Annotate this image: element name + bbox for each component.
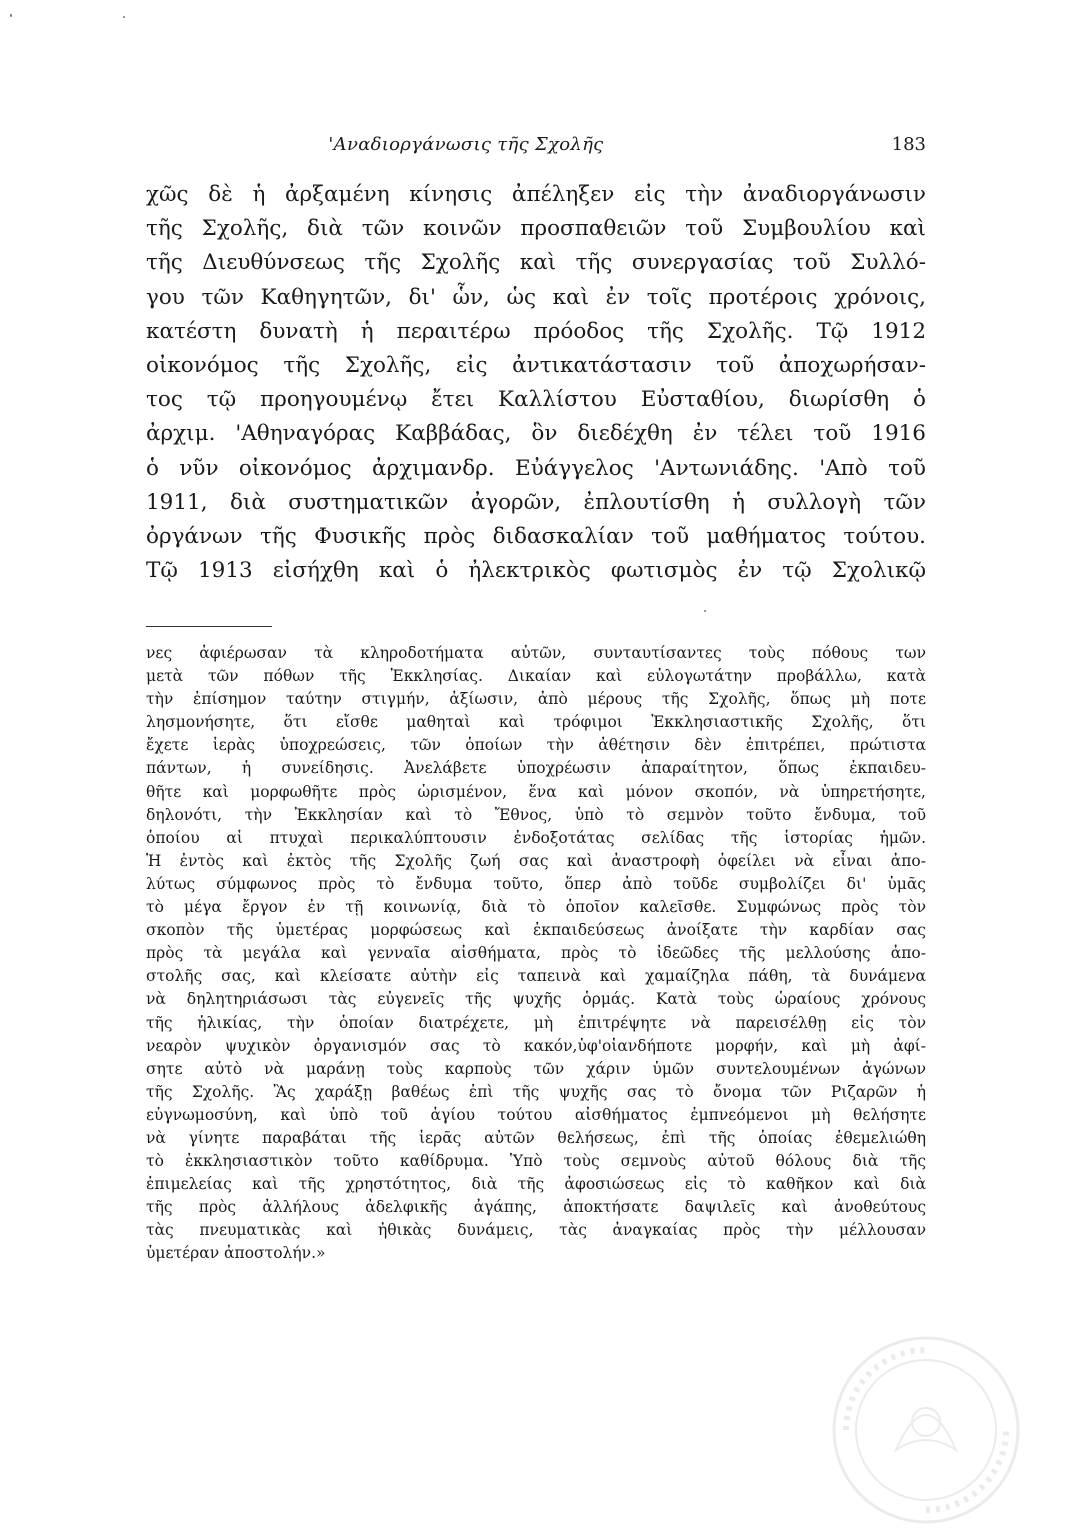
body-line: ὁ νῦν οἰκονόμος ἀρχιμανδρ. Εὐάγγελος 'Αντωνιάδης. 'Απὸ τοῦ (146, 455, 926, 481)
footnote-line: τὸ μέγα ἔργον ἐν τῇ κοινωνίᾳ, διὰ τὸ ὁποῖον καλεῖσθε. Συμφώνως πρὸς τὸν (146, 898, 926, 917)
scan-speck (10, 14, 12, 17)
footnote-line: μετὰ τῶν πόθων τῆς Ἐκκλησίας. Δικαίαν καὶ εὐλογωτάτην προβάλλω, κατὰ (146, 667, 926, 686)
footnote-line: νες ἀφιέρωσαν τὰ κληροδοτήματα αὐτῶν, συνταυτίσαντες τοὺς πόθους των (146, 644, 926, 662)
footnote-line: τῆς Σχολῆς. Ἂς χαράξῃ βαθέως ἐπὶ τῆς ψυχῆς σας τὸ ὄνομα τῶν Ριζαρῶν ἡ (146, 1082, 926, 1101)
body-line: τῆς Διευθύνσεως τῆς Σχολῆς καὶ τῆς συνεργασίας τοῦ Συλλό- (146, 250, 926, 276)
footnote-line: νεαρὸν ψυχικὸν ὀργανισμόν σας τὸ κακόν,ὑφ'οἱανδήποτε μορφήν, καὶ μὴ ἀφί- (146, 1036, 926, 1055)
page-number: 183 (891, 134, 926, 155)
footnote-line: ὑμετέραν ἀποστολήν.» (146, 1244, 326, 1263)
footnote-line: τῆς πρὸς ἀλλήλους ἀδελφικῆς ἀγάπης, ἀποκτήσατε δαψιλεῖς καὶ ἀνοθεύτους (146, 1198, 926, 1217)
footnote-line: πρὸς τὰ μεγάλα καὶ γενναῖα αἰσθήματα, πρὸς τὸ ἰδεῶδες τῆς μελλούσης ἀπο- (146, 944, 926, 963)
footnote-line: πάντων, ἡ συνείδησις. Ἀνελάβετε ὑποχρέωσιν ἀπαραίτητον, ὅπως ἐκπαιδευ- (146, 759, 926, 778)
footnote-line: δηλονότι, τὴν Ἐκκλησίαν καὶ τὸ Ἔθνος, ὑπὸ τὸ σεμνὸν τοῦτο ἔνδυμα, τοῦ (146, 805, 926, 824)
library-seal-watermark (826, 1330, 1026, 1530)
body-line: ὀργάνων τῆς Φυσικῆς πρὸς διδασκαλίαν τοῦ μαθήματος τούτου. (146, 524, 926, 550)
running-title: 'Αναδιοργάνωσις τῆς Σχολῆς (328, 134, 604, 155)
body-line: τῆς Σχολῆς, διὰ τῶν κοινῶν προσπαθειῶν τοῦ Συμβουλίου καὶ (146, 216, 926, 242)
footnote-line: νὰ γίνητε παραβάται τῆς ἱερᾶς αὐτῶν θελήσεως, ἐπὶ τῆς ὁποίας ἐθεμελιώθη (146, 1128, 926, 1147)
footnote-line: τὰς πνευματικὰς καὶ ἠθικὰς δυνάμεις, τὰς ἀναγκαίας πρὸς τὴν μέλλουσαν (146, 1221, 926, 1240)
body-line: κατέστη δυνατὴ ἡ περαιτέρω πρόοδος τῆς Σχολῆς. Τῷ 1912 (146, 318, 926, 344)
footnote-line: θῆτε καὶ μορφωθῆτε πρὸς ὡρισμένον, ἕνα καὶ μόνον σκοπόν, νὰ ὑπηρετήσητε, (146, 782, 926, 801)
main-paragraph (146, 178, 926, 588)
footnote-line: τὸ ἐκκλησιαστικὸν τοῦτο καθίδρυμα. Ὑπὸ τοὺς σεμνοὺς αὐτοῦ θόλους διὰ τῆς (146, 1152, 926, 1171)
footnote-separator (146, 626, 272, 627)
footnote (146, 642, 926, 1266)
body-line: Τῷ 1913 εἰσήχθη καὶ ὁ ἠλεκτρικὸς φωτισμὸς ἐν τῷ Σχολικῷ (146, 558, 926, 584)
footnote-line: τὴν ἐπίσημον ταύτην στιγμήν, ἀξίωσιν, ἀπὸ μέρους τῆς Σχολῆς, ὅπως μὴ ποτε (146, 690, 926, 709)
body-line: γου τῶν Καθηγητῶν, δι' ὧν, ὡς καὶ ἐν τοῖς προτέροις χρόνοις, (146, 284, 926, 310)
footnote-line: ἐπιμελείας καὶ τῆς χρηστότητος, διὰ τῆς ἀφοσιώσεως εἰς τὸ καθῆκον καὶ διὰ (146, 1175, 926, 1194)
footnote-line: Ἡ ἐντὸς καὶ ἐκτὸς τῆς Σχολῆς ζωή σας καὶ ἀναστροφὴ ὀφείλει νὰ εἶναι ἀπο- (146, 851, 926, 870)
footnote-line: σκοπὸν τῆς ὑμετέρας μορφώσεως καὶ ἐκπαιδεύσεως ἀνοίξατε τὴν καρδίαν σας (146, 921, 926, 940)
footnote-line: λησμονήσητε, ὅτι εἴσθε μαθηταὶ καὶ τρόφιμοι Ἐκκλησιαστικῆς Σχολῆς, ὅτι (146, 713, 926, 732)
body-line: 1911, διὰ συστηματικῶν ἀγορῶν, ἐπλουτίσθη ἡ συλλογὴ τῶν (146, 489, 926, 515)
running-head (146, 134, 926, 160)
scan-speck (123, 16, 125, 18)
body-line: τος τῷ προηγουμένῳ ἔτει Καλλίστου Εὐσταθίου, διωρίσθη ὁ (146, 387, 926, 413)
footnote-line: ἔχετε ἱερὰς ὑποχρεώσεις, τῶν ὁποίων τὴν ἀθέτησιν δὲν ἐπιτρέπει, πρώτιστα (146, 736, 926, 755)
footnote-line: τῆς ἡλικίας, τὴν ὁποίαν διατρέχετε, μὴ ἐπιτρέψητε νὰ παρεισέλθῃ εἰς τὸν (146, 1013, 926, 1032)
footnote-line: εὐγνωμοσύνη, καὶ ὑπὸ τοῦ ἁγίου τούτου αἰσθήματος ἐμπνεόμενοι μὴ θελήσητε (146, 1105, 926, 1124)
body-line: ἀρχιμ. 'Αθηναγόρας Καββάδας, ὃν διεδέχθη ἐν τέλει τοῦ 1916 (146, 421, 926, 447)
footnote-line: σητε αὐτὸ νὰ μαράνῃ τοὺς καρποὺς τῶν χάριν ὑμῶν συντελουμένων ἀγώνων (146, 1059, 926, 1078)
scan-speck (704, 610, 706, 612)
footnote-line: λύτως σύμφωνος πρὸς τὸ ἔνδυμα τοῦτο, ὅπερ ἀπὸ τοῦδε συμβολίζει δι' ὑμᾶς (146, 874, 926, 893)
footnote-line: νὰ δηλητηριάσωσι τὰς εὐγενεῖς τῆς ψυχῆς ὁρμάς. Κατὰ τοὺς ὡραίους χρόνους (146, 990, 926, 1009)
footnote-line: στολῆς σας, καὶ κλείσατε αὐτὴν εἰς ταπεινὰ καὶ χαμαίζηλα πάθη, τὰ δυνάμενα (146, 967, 926, 986)
body-line: χῶς δὲ ἡ ἀρξαμένη κίνησις ἀπέληξεν εἰς τὴν ἀναδιοργάνωσιν (146, 182, 926, 207)
footnote-line: ὁποίου αἱ πτυχαὶ περικαλύπτουσιν ἐνδοξοτάτας σελίδας τῆς ἱστορίας ἡμῶν. (146, 828, 926, 847)
body-line: οἰκονόμος τῆς Σχολῆς, εἰς ἀντικατάστασιν τοῦ ἀποχωρήσαν- (146, 353, 926, 379)
